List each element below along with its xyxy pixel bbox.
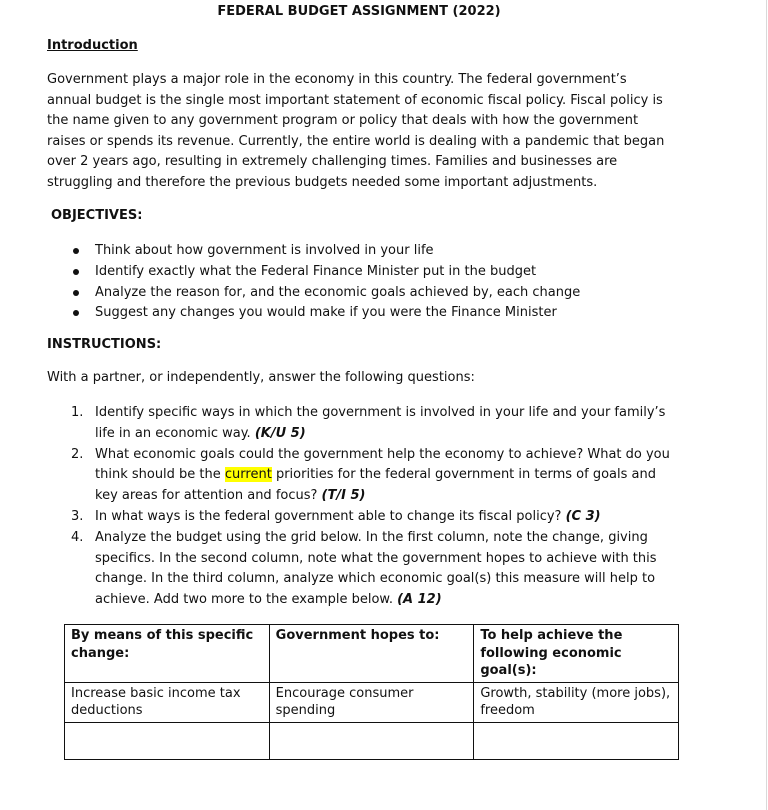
objectives-heading: OBJECTIVES: xyxy=(51,208,143,223)
question-mark-value: (C 3) xyxy=(565,508,601,524)
introduction-heading: Introduction xyxy=(47,38,138,53)
objective-item xyxy=(73,283,713,304)
objective-text: Suggest any changes you would make if you were the Finance Minister xyxy=(95,305,557,321)
grid-cell-hopes[interactable] xyxy=(269,722,474,759)
grid-row xyxy=(65,682,679,722)
question-item xyxy=(71,507,673,528)
question-item xyxy=(71,528,673,611)
question-text: Analyze the budget using the grid below. In the first column, note the change, giving specifics. In the second column, note what the government hopes to achieve with this change. In the third column, analyze which economic goal(s) this measure will help to achieve. Add two more to the example below. xyxy=(95,529,657,608)
objective-item xyxy=(73,241,713,262)
bullet-icon xyxy=(73,248,79,254)
question-mark-value: (K/U 5) xyxy=(254,425,306,441)
objective-text: Identify exactly what the Federal Finance Minister put in the budget xyxy=(95,263,537,279)
instructions-intro: With a partner, or independently, answer the following questions: xyxy=(47,370,475,385)
highlighted-word: current xyxy=(224,467,272,483)
question-mark-value: (T/I 5) xyxy=(321,488,366,504)
question-item xyxy=(71,445,673,507)
bullet-icon xyxy=(73,310,79,316)
budget-analysis-grid xyxy=(64,624,679,760)
grid-header-row xyxy=(65,625,679,683)
grid-header-hopes: Government hopes to: xyxy=(269,625,474,683)
bullet-icon xyxy=(73,269,79,275)
introduction-paragraph: Government plays a major role in the economy in this country. The federal government’s annual budget is the single most important statement of economic fiscal policy. Fiscal policy is the name given to any government program or policy that deals with how the government raises or spends its revenue. Currently, the entire world is dealing with a pandemic that began over 2 years ago, resulting in extremely challenging times. Families and businesses are struggling and therefore the previous budgets needed some important adjustments. xyxy=(47,72,665,190)
grid-header-goals: To help achieve the following economic goal(s): xyxy=(474,625,679,683)
question-text: In what ways is the federal government able to change its fiscal policy? xyxy=(95,508,562,524)
objectives-list xyxy=(73,241,713,324)
objective-item xyxy=(73,303,713,324)
question-number: 4. xyxy=(71,529,84,545)
page-edge-rule xyxy=(766,0,767,810)
grid-cell-change: Increase basic income tax deductions xyxy=(65,682,270,722)
question-text-continued: priorities for the federal government in terms of goals and key areas for attention and focus? xyxy=(95,467,656,504)
instructions-heading: INSTRUCTIONS: xyxy=(47,337,162,352)
question-number: 2. xyxy=(71,446,84,462)
bullet-icon xyxy=(73,290,79,296)
question-number: 1. xyxy=(71,405,84,420)
grid-cell-hopes: Encourage consumer spending xyxy=(269,682,474,722)
question-number: 3. xyxy=(71,508,84,524)
grid-cell-goals: Growth, stability (more jobs), freedom xyxy=(474,682,679,722)
grid-row xyxy=(65,722,679,759)
objective-text: Think about how government is involved in your life xyxy=(95,243,434,258)
question-mark-value: (A 12) xyxy=(397,592,442,608)
question-item xyxy=(71,403,673,445)
question-text: What economic goals could the government help the economy to achieve? What do you think should be the xyxy=(95,446,670,483)
grid-header-change: By means of this specific change: xyxy=(65,625,270,683)
document-title: FEDERAL BUDGET ASSIGNMENT (2022) xyxy=(217,4,501,19)
questions-list xyxy=(71,403,673,611)
question-text: Identify specific ways in which the government is involved in your life and your family’s life in an economic way. xyxy=(95,405,666,441)
objective-item xyxy=(73,262,713,283)
grid-cell-goals[interactable] xyxy=(474,722,679,759)
grid-cell-change[interactable] xyxy=(65,722,270,759)
objective-text: Analyze the reason for, and the economic goals achieved by, each change xyxy=(95,284,581,300)
